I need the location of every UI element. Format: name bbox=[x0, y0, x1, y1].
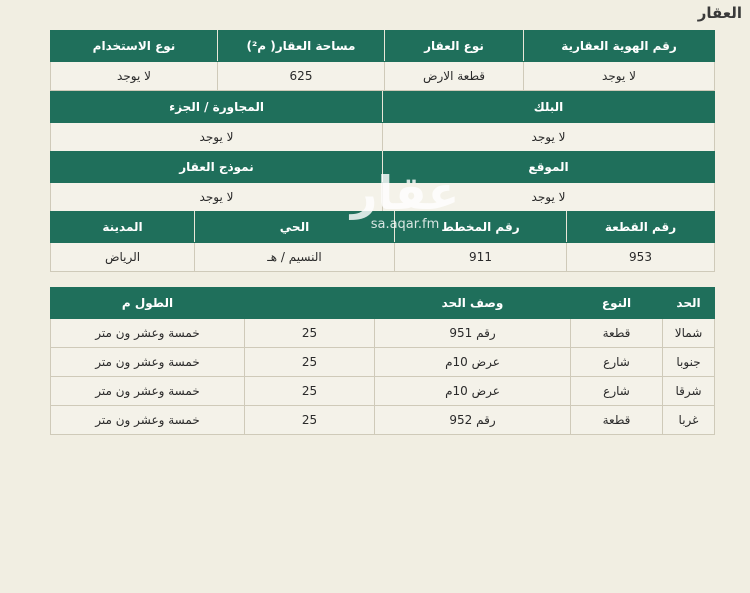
table-row bbox=[51, 377, 715, 406]
location-info-table bbox=[50, 151, 715, 212]
header-property-area: مساحة العقار( م²) bbox=[218, 31, 385, 62]
boundary-type: شارع bbox=[571, 377, 663, 406]
boundary-direction: غربا bbox=[663, 406, 715, 435]
table-row bbox=[51, 319, 715, 348]
value-property-type: قطعة الارض bbox=[385, 62, 524, 91]
boundary-length-number: 25 bbox=[245, 348, 375, 377]
header-boundary: الحد bbox=[663, 288, 715, 319]
boundary-direction: شرقا bbox=[663, 377, 715, 406]
table-header-row bbox=[51, 152, 715, 183]
header-location: الموقع bbox=[383, 152, 715, 183]
header-type: النوع bbox=[571, 288, 663, 319]
boundary-type: قطعة bbox=[571, 319, 663, 348]
plot-info-table bbox=[50, 211, 715, 272]
boundary-description: رقم 952 bbox=[375, 406, 571, 435]
table-header-row bbox=[51, 92, 715, 123]
property-info-table bbox=[50, 30, 715, 91]
table-header-row bbox=[51, 212, 715, 243]
boundary-length-text: خمسة وعشر ون متر bbox=[51, 377, 245, 406]
header-property-id: رقم الهوية العقارية bbox=[524, 31, 715, 62]
header-property-type: نوع العقار bbox=[385, 31, 524, 62]
header-blank bbox=[245, 288, 375, 319]
table-header-row bbox=[51, 31, 715, 62]
table-row bbox=[51, 123, 715, 152]
value-location: لا يوجد bbox=[383, 183, 715, 212]
value-property-id: لا يوجد bbox=[524, 62, 715, 91]
table-row bbox=[51, 243, 715, 272]
boundary-length-text: خمسة وعشر ون متر bbox=[51, 319, 245, 348]
value-neighborhood-part: لا يوجد bbox=[51, 123, 383, 152]
watermark-logo: عقار bbox=[350, 166, 460, 220]
table-row bbox=[51, 348, 715, 377]
boundary-length-number: 25 bbox=[245, 377, 375, 406]
header-block: البلك bbox=[383, 92, 715, 123]
header-city: المدينة bbox=[51, 212, 195, 243]
boundaries-table bbox=[50, 287, 715, 435]
watermark-url: sa.aqar.fm bbox=[370, 217, 440, 232]
value-plot-number: 953 bbox=[567, 243, 715, 272]
header-district: الحي bbox=[195, 212, 395, 243]
header-length: الطول م bbox=[51, 288, 245, 319]
value-district: النسيم / هـ bbox=[195, 243, 395, 272]
boundary-direction: جنوبا bbox=[663, 348, 715, 377]
section-title: العقار bbox=[697, 4, 742, 22]
boundary-type: قطعة bbox=[571, 406, 663, 435]
header-usage-type: نوع الاستخدام bbox=[51, 31, 218, 62]
boundary-direction: شمالا bbox=[663, 319, 715, 348]
boundary-length-number: 25 bbox=[245, 319, 375, 348]
table-header-row bbox=[51, 288, 715, 319]
header-neighborhood-part: المجاورة / الجزء bbox=[51, 92, 383, 123]
value-property-model: لا يوجد bbox=[51, 183, 383, 212]
header-plot-number: رقم القطعة bbox=[567, 212, 715, 243]
value-plan-number: 911 bbox=[395, 243, 567, 272]
table-row bbox=[51, 406, 715, 435]
header-property-model: نموذج العقار bbox=[51, 152, 383, 183]
value-usage-type: لا يوجد bbox=[51, 62, 218, 91]
boundary-description: عرض 10م bbox=[375, 348, 571, 377]
header-plan-number: رقم المخطط bbox=[395, 212, 567, 243]
table-row bbox=[51, 62, 715, 91]
boundary-length-number: 25 bbox=[245, 406, 375, 435]
boundary-length-text: خمسة وعشر ون متر bbox=[51, 348, 245, 377]
value-block: لا يوجد bbox=[383, 123, 715, 152]
boundary-description: رقم 951 bbox=[375, 319, 571, 348]
boundary-type: شارع bbox=[571, 348, 663, 377]
table-row bbox=[51, 183, 715, 212]
boundary-length-text: خمسة وعشر ون متر bbox=[51, 406, 245, 435]
value-property-area: 625 bbox=[218, 62, 385, 91]
value-city: الرياض bbox=[51, 243, 195, 272]
block-info-table bbox=[50, 91, 715, 152]
boundary-description: عرض 10م bbox=[375, 377, 571, 406]
header-boundary-description: وصف الحد bbox=[375, 288, 571, 319]
